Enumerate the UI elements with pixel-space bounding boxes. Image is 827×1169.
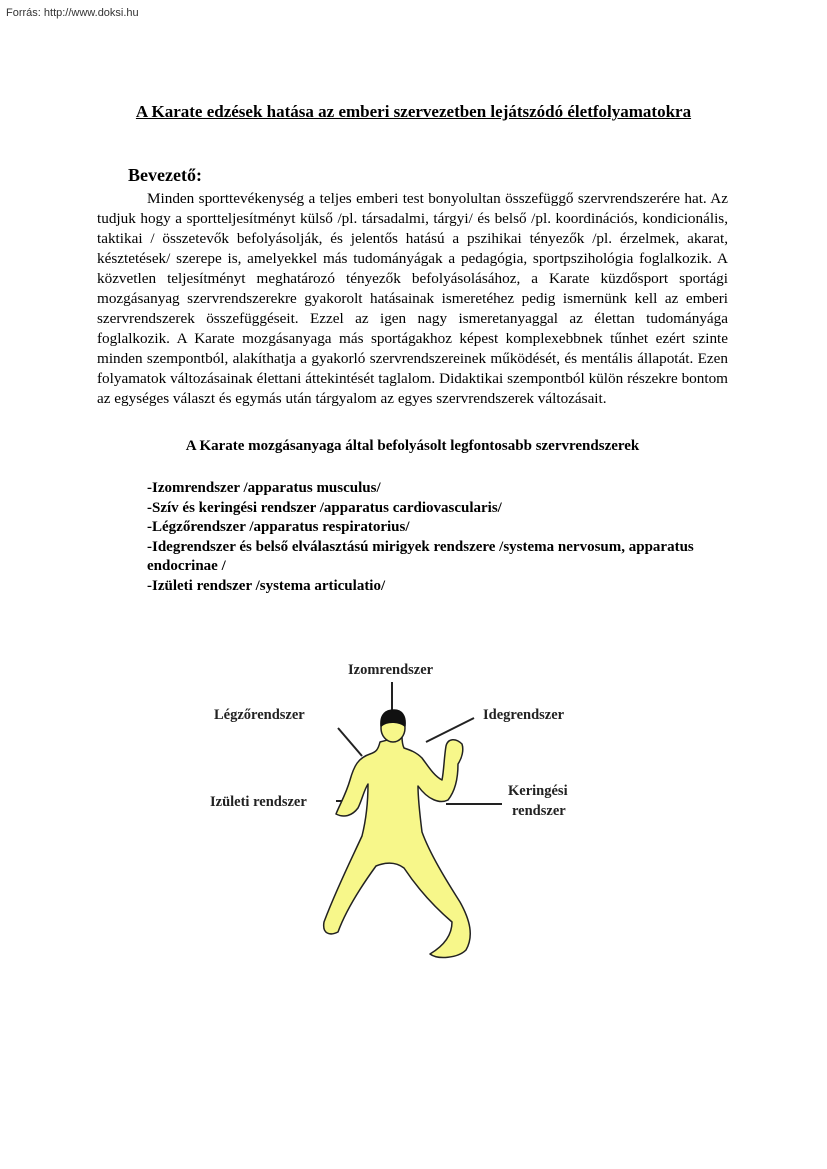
label-circulatory-2: rendszer <box>512 803 566 819</box>
list-item: -Légzőrendszer /apparatus respiratorius/ <box>147 519 410 535</box>
label-circulatory-1: Keringési <box>508 783 568 799</box>
systems-heading: A Karate mozgásanyaga által befolyásolt legfontosabb szervrendszerek <box>185 438 640 454</box>
karate-person <box>324 710 471 957</box>
list-item: -Idegrendszer és belső elválasztású mirigyek rendszere /systema nervosum, apparatus endocrinae / <box>147 538 694 574</box>
label-respiratory: Légzőrendszer <box>214 707 305 723</box>
label-nervous: Idegrendszer <box>483 707 565 723</box>
page-title: A Karate edzések hatása az emberi szervezetben lejátszódó életfolyamatokra <box>135 102 692 121</box>
karate-figure <box>190 640 630 980</box>
label-joint: Izületi rendszer <box>210 794 307 810</box>
list-item: -Izomrendszer /apparatus musculus/ <box>147 480 381 496</box>
karate-figure-svg <box>190 640 630 980</box>
person-body <box>324 736 471 957</box>
systems-list <box>147 479 707 596</box>
label-muscle: Izomrendszer <box>348 662 434 678</box>
introduction-heading: Bevezető: <box>128 165 202 185</box>
introduction-paragraph: Minden sporttevékenység a teljes emberi test bonyolultan összefüggő szervrendszerére hat. Az tudjuk hogy a sportteljesítményt külső /pl. társadalmi, tárgyi/ és belső /pl. koordinációs, kondicionális, taktikai / összetevők befolyásolják, és jelentős hatású a pszihikai tényezők /pl. érzelmek, akarat, késztetések/ szerepe is, amelyekkel más tudományágak a pedagógia, sportpszihológia foglalkozik. A közvetlen teljesítményt meghatározó tényezők befolyásolásához, a Karate küzdősport sportági mozgásanyag szervrendszerekre gyakorolt hatásainak ismeretéhez pedig ismernünk kell az emberi szervrendszerek összefüggéseit. Ezzel az igen nagy ismeretanyaggal az élettan tudományága foglalkozik. A Karate mozgásanyaga más sportágakhoz képest komplexebbnek tűnhet ezért szinte minden szempontból, alakíthatja a gyakorló szervrendszereinek működését, és mentális állapotát. Ezen folyamatok változásainak élettani áttekintését taglalom. Didaktikai szempontból külön részekre bontom az egységes választ és egymás után tárgyalom az egyes szervrendszerek változásait. <box>97 190 728 407</box>
source-watermark: Forrás: http://www.doksi.hu <box>6 7 139 19</box>
list-item: -Izületi rendszer /systema articulatio/ <box>147 577 386 594</box>
pointer-respiratory <box>338 728 362 756</box>
list-item: -Szív és keringési rendszer /apparatus cardiovascularis/ <box>147 499 502 516</box>
pointer-nervous <box>426 718 474 742</box>
